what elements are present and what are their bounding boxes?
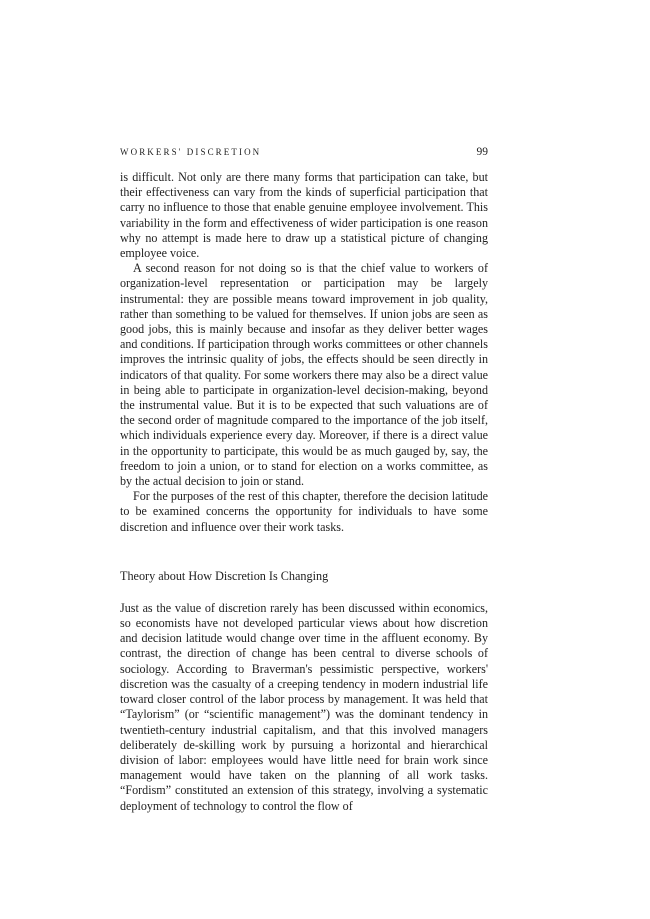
section-paragraph: Just as the value of discretion rarely has been discussed within economics, so economists have not developed particular views about how discretion and decision latitude would change over time in the affluent economy. By contrast, the direction of change has been central to diverse schools of sociology. According to Braverman's pessimistic perspective, workers' discretion was the casualty of a creeping tendency in modern industrial life toward closer control of the labor process by management. It was held that “Taylorism” (or “scientific management”) was the dominant tendency in twentieth-century industrial capitalism, and that this involved managers deliberately de-skilling work by pursuing a horizontal and hierarchical division of labor: employees would have little need for brain work since management would have taken on the planning of all work tasks. “Fordism” constituted an extension of this strategy, involving a systematic deployment of technology to control the flow of xyxy=(120,600,488,813)
section-heading: Theory about How Discretion Is Changing xyxy=(120,568,329,583)
paragraph-continued: is difficult. Not only are there many forms that participation can take, but their effectiveness can vary from the kinds of superficial participation that carry no influence to those that enable genuine employee involvement. This variability in the form and effectiveness of wider participation is one reason why no attempt is made here to draw up a statistical picture of changing employee voice. xyxy=(120,170,488,261)
running-head xyxy=(120,142,488,162)
book-page xyxy=(120,142,488,814)
running-head-title: WORKERS' DISCRETION xyxy=(120,147,262,157)
paragraph: For the purposes of the rest of this chapter, therefore the decision latitude to be examined concerns the opportunity for individuals to have some discretion and influence over their work tasks. xyxy=(120,489,488,534)
body-text xyxy=(120,170,488,814)
paragraph: A second reason for not doing so is that the chief value to workers of organization-level representation or participation may be largely instrumental: they are possible means toward improvement in job quality, rather than something to be valued for themselves. If union jobs are seen as good jobs, this is mainly because and insofar as they deliver better wages and conditions. If participation through works committees or other channels improves the intrinsic quality of jobs, the effects should be seen directly in indicators of that quality. For some workers there may also be a direct value in being able to participate in organization-level decision-making, beyond the instrumental value. But it is to be expected that such valuations are of the second order of magnitude compared to the importance of the job itself, which individuals experience every day. Moreover, if there is a direct value in the opportunity to participate, this would be as much gauged by, say, the freedom to join a union, or to stand for election on a works committee, as by the actual decision to join or stand. xyxy=(120,261,488,489)
page-number: 99 xyxy=(476,146,488,158)
